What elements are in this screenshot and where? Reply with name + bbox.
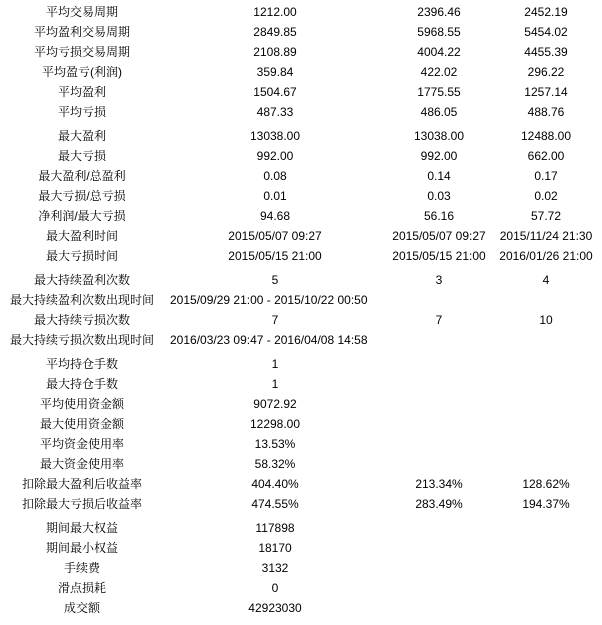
row-value-2: 213.34% (415, 477, 463, 491)
row-label: 平均盈亏(利润) (42, 65, 122, 79)
row-value-3: 488.76 (527, 105, 565, 119)
table-row (0, 272, 602, 288)
row-value-1: 1 (271, 377, 279, 391)
row-label: 平均持仓手数 (45, 357, 118, 371)
row-value-2: 56.16 (423, 209, 455, 223)
row-label: 最大亏损 (57, 149, 106, 163)
row-value-1: 2015/05/15 21:00 (228, 249, 322, 263)
row-value-3: 1257.14 (524, 85, 568, 99)
row-label: 手续费 (63, 561, 100, 575)
table-row (0, 496, 602, 512)
row-value-3 (494, 560, 598, 576)
table-row (0, 416, 602, 432)
row-value-3: 194.37% (522, 497, 570, 511)
row-label: 平均使用资金额 (39, 397, 124, 411)
row-value-2: 4004.22 (417, 45, 461, 59)
row-value-2: 2015/05/07 09:27 (392, 229, 486, 243)
row-label: 滑点损耗 (57, 581, 106, 595)
row-value-1: 58.32% (254, 457, 296, 471)
row-value-1: 359.84 (256, 65, 294, 79)
row-value-1: 18170 (258, 541, 292, 555)
row-label: 期间最小权益 (45, 541, 118, 555)
row-value-3 (494, 520, 598, 536)
row-value-2 (380, 456, 498, 472)
row-value-3 (494, 356, 598, 372)
row-value-2 (380, 396, 498, 412)
row-value-2: 992.00 (420, 149, 458, 163)
row-value-1: 2016/03/23 09:47 - 2016/04/08 14:58 (170, 333, 368, 347)
table-row (0, 332, 602, 348)
row-value-2: 422.02 (420, 65, 458, 79)
row-label: 最大盈利时间 (45, 229, 118, 243)
row-value-1: 13038.00 (249, 129, 301, 143)
table-row (0, 228, 602, 244)
row-label: 平均亏损交易周期 (33, 45, 130, 59)
row-value-3: 296.22 (527, 65, 565, 79)
row-value-2 (380, 416, 498, 432)
row-value-1: 487.33 (256, 105, 294, 119)
row-label: 最大持续亏损次数出现时间 (9, 333, 154, 347)
row-label: 平均亏损 (57, 105, 106, 119)
row-value-1: 0.08 (263, 169, 287, 183)
table-row (0, 168, 602, 184)
row-label: 最大亏损时间 (45, 249, 118, 263)
row-value-2: 7 (435, 313, 443, 327)
row-value-1: 117898 (255, 521, 295, 535)
row-label: 平均盈利 (57, 85, 106, 99)
row-value-1: 474.55% (251, 497, 299, 511)
row-label: 最大亏损/总亏损 (38, 189, 126, 203)
row-value-1: 3132 (261, 561, 289, 575)
row-value-3: 0.17 (534, 169, 558, 183)
row-value-3 (494, 376, 598, 392)
table-row (0, 456, 602, 472)
table-row (0, 44, 602, 60)
row-value-3 (494, 600, 598, 616)
row-value-1: 0 (271, 581, 279, 595)
row-value-1: 992.00 (256, 149, 294, 163)
table-row (0, 4, 602, 20)
table-row (0, 560, 602, 576)
row-value-1: 1212.00 (253, 5, 297, 19)
row-value-3: 5454.02 (524, 25, 568, 39)
row-value-1: 42923030 (248, 601, 302, 615)
table-row (0, 520, 602, 536)
table-row (0, 312, 602, 328)
row-label: 最大资金使用率 (39, 457, 124, 471)
row-value-2 (380, 540, 498, 556)
row-value-1: 12298.00 (249, 417, 301, 431)
row-value-3 (494, 540, 598, 556)
row-value-2 (380, 560, 498, 576)
row-value-3 (494, 436, 598, 452)
table-row (0, 208, 602, 224)
row-label: 平均资金使用率 (39, 437, 124, 451)
row-value-2: 0.14 (427, 169, 451, 183)
row-label: 最大盈利/总盈利 (38, 169, 126, 183)
row-value-3: 4 (542, 273, 550, 287)
row-value-2 (380, 292, 498, 308)
row-value-1: 1504.67 (253, 85, 297, 99)
table-row (0, 148, 602, 164)
row-value-2 (380, 600, 498, 616)
row-value-2 (380, 520, 498, 536)
row-value-2 (380, 332, 498, 348)
table-row (0, 64, 602, 80)
table-row (0, 396, 602, 412)
table-row (0, 600, 602, 616)
table-row (0, 188, 602, 204)
row-value-1: 2015/05/07 09:27 (228, 229, 322, 243)
row-label: 期间最大权益 (45, 521, 118, 535)
table-row (0, 356, 602, 372)
row-value-2 (380, 376, 498, 392)
row-value-1: 5 (271, 273, 279, 287)
row-value-1: 13.53% (254, 437, 296, 451)
row-value-3: 10 (539, 313, 553, 327)
row-value-2 (380, 436, 498, 452)
row-value-3 (494, 396, 598, 412)
row-value-3: 0.02 (534, 189, 558, 203)
row-label: 最大持续盈利次数出现时间 (9, 293, 154, 307)
table-row (0, 476, 602, 492)
row-value-1: 2015/09/29 21:00 - 2015/10/22 00:50 (170, 293, 368, 307)
row-value-1: 2849.85 (253, 25, 297, 39)
row-value-2: 13038.00 (413, 129, 465, 143)
row-value-1: 2108.89 (253, 45, 297, 59)
row-label: 最大使用资金额 (39, 417, 124, 431)
row-label: 扣除最大亏损后收益率 (21, 497, 142, 511)
row-value-1: 7 (271, 313, 279, 327)
row-label: 平均交易周期 (45, 5, 118, 19)
table-row (0, 128, 602, 144)
row-value-1: 404.40% (251, 477, 299, 491)
row-label: 最大持续盈利次数 (33, 273, 130, 287)
row-label: 最大持仓手数 (45, 377, 118, 391)
row-value-2: 1775.55 (417, 85, 461, 99)
table-row (0, 376, 602, 392)
row-label: 成交额 (63, 601, 100, 615)
row-label: 最大持续亏损次数 (33, 313, 130, 327)
row-value-1: 94.68 (259, 209, 291, 223)
row-value-3: 57.72 (530, 209, 562, 223)
row-value-2: 2015/05/15 21:00 (392, 249, 486, 263)
table-row (0, 580, 602, 596)
row-value-3 (494, 580, 598, 596)
table-row (0, 540, 602, 556)
row-value-3: 2015/11/24 21:30 (499, 229, 593, 243)
row-value-3: 2016/01/26 21:00 (499, 249, 593, 263)
row-value-2: 486.05 (420, 105, 458, 119)
row-value-3 (494, 332, 598, 348)
table-row (0, 436, 602, 452)
row-value-1: 1 (271, 357, 279, 371)
row-value-3 (494, 456, 598, 472)
row-value-2 (380, 580, 498, 596)
table-row (0, 104, 602, 120)
table-row (0, 292, 602, 308)
row-value-3: 128.62% (522, 477, 570, 491)
row-label: 平均盈利交易周期 (33, 25, 130, 39)
row-value-3 (494, 292, 598, 308)
row-value-2: 5968.55 (417, 25, 461, 39)
row-value-3: 12488.00 (520, 129, 572, 143)
row-value-2: 2396.46 (417, 5, 461, 19)
row-value-3 (494, 416, 598, 432)
row-value-2: 0.03 (427, 189, 451, 203)
row-value-2: 3 (435, 273, 443, 287)
row-value-1: 0.01 (263, 189, 287, 203)
row-value-1: 9072.92 (253, 397, 297, 411)
row-label: 最大盈利 (57, 129, 106, 143)
row-value-2 (380, 356, 498, 372)
table-row (0, 84, 602, 100)
row-value-3: 2452.19 (524, 5, 568, 19)
row-value-3: 662.00 (527, 149, 565, 163)
row-label: 扣除最大盈利后收益率 (21, 477, 142, 491)
row-value-3: 4455.39 (524, 45, 568, 59)
table-row (0, 248, 602, 264)
row-label: 净利润/最大亏损 (38, 209, 126, 223)
row-value-2: 283.49% (415, 497, 463, 511)
table-row (0, 24, 602, 40)
